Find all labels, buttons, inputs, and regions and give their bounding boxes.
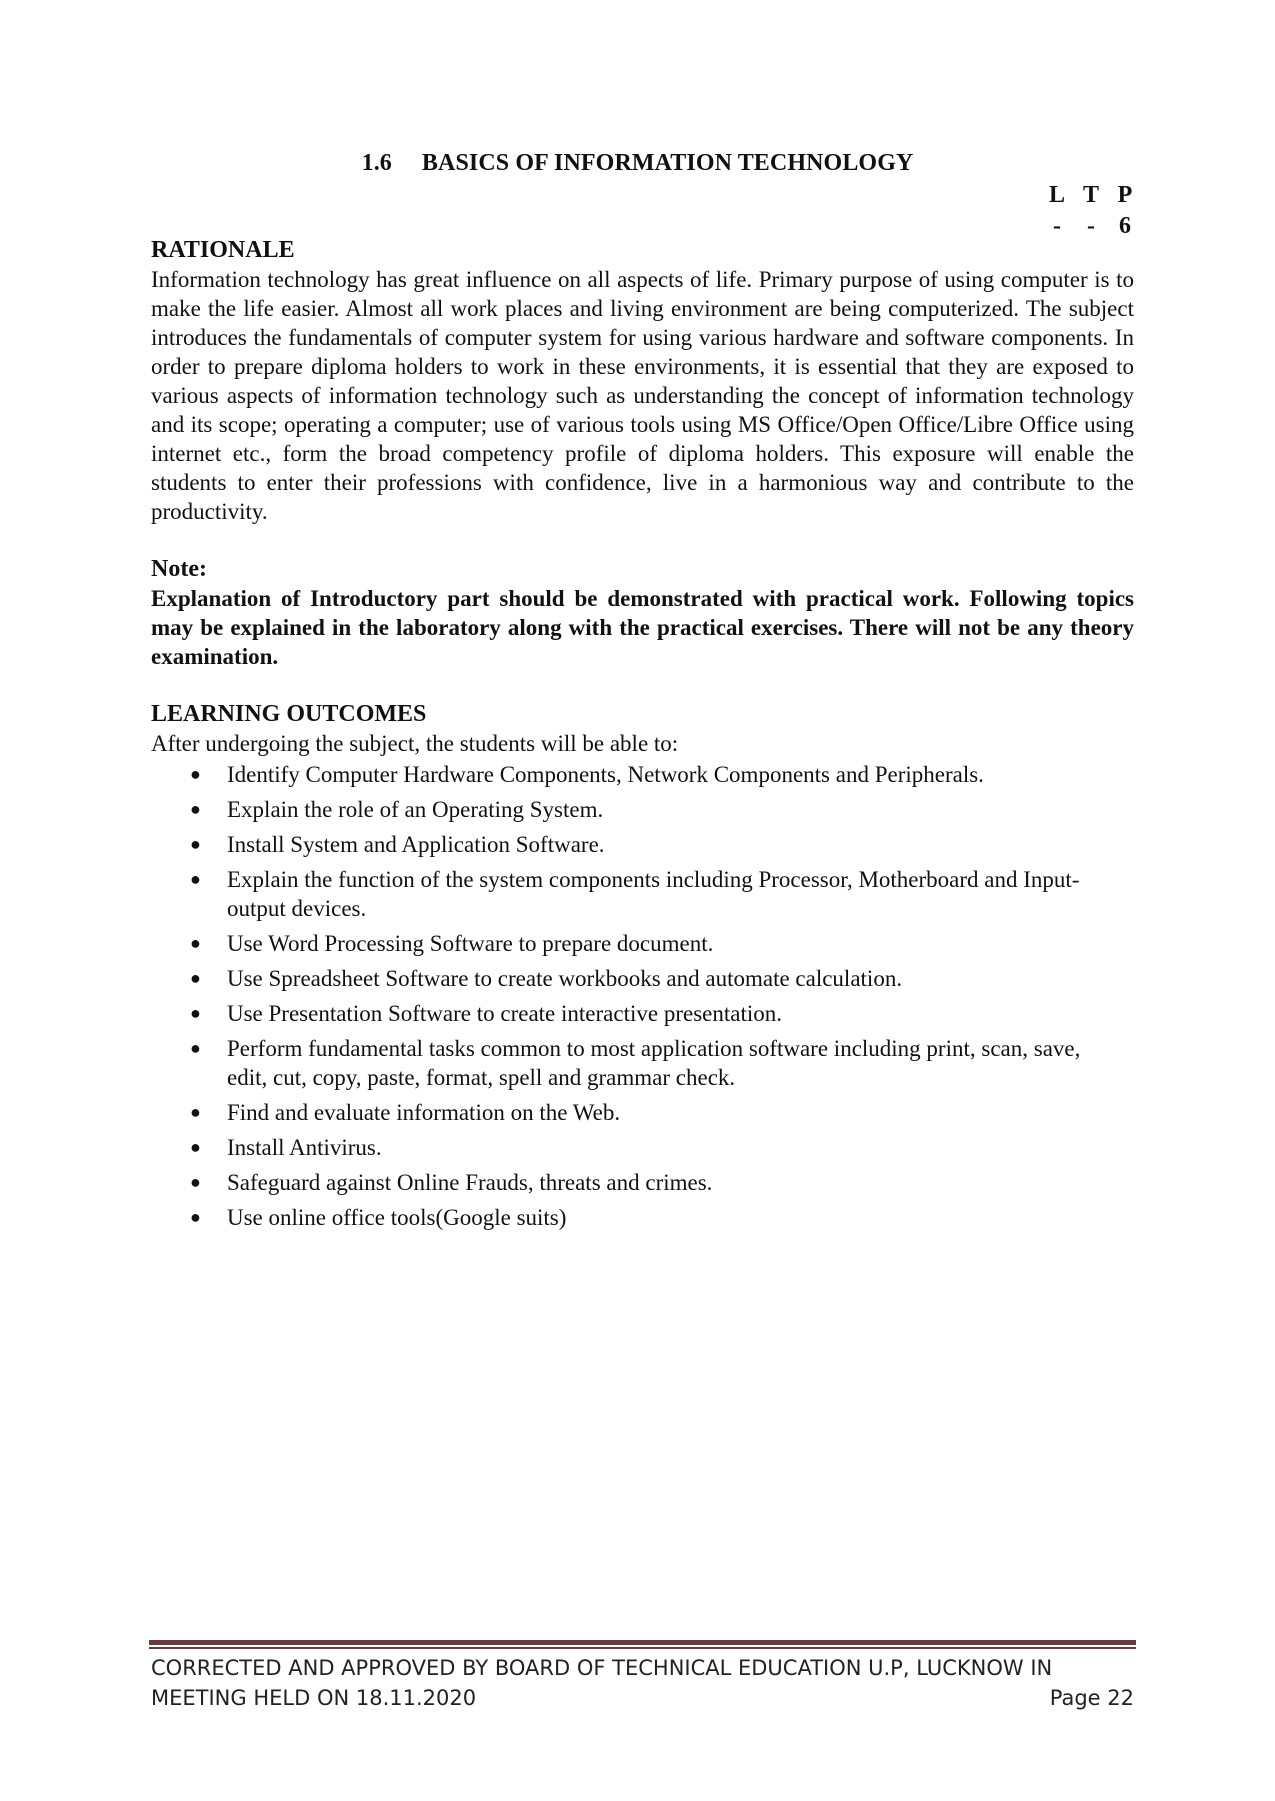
list-item-text: Use Presentation Software to create interactive presentation. [227, 1001, 782, 1026]
ltp-value-p: 6 [1119, 213, 1131, 239]
list-item-text: Identify Computer Hardware Components, Network Components and Peripherals. [227, 762, 984, 787]
bullet-icon: ● [190, 1102, 201, 1122]
list-item [151, 1168, 1134, 1197]
list-item-text: Safeguard against Online Frauds, threats and crimes. [227, 1170, 713, 1195]
ltp-label-t: T [1083, 182, 1100, 208]
list-item-text: Install Antivirus. [227, 1135, 382, 1160]
bullet-icon: ● [190, 1172, 201, 1192]
bullet-icon: ● [190, 1137, 201, 1157]
ltp-value-l: - [1053, 213, 1061, 239]
list-item [151, 964, 1134, 993]
learning-outcomes-intro: After undergoing the subject, the students will be able to: [151, 731, 679, 756]
ltp-value-t: - [1087, 213, 1095, 239]
footer-row-2 [151, 1683, 1134, 1713]
main-content [151, 236, 1134, 1238]
list-item [151, 1034, 1134, 1092]
rationale-title: RATIONALE [151, 237, 295, 263]
list-item [151, 929, 1134, 958]
section-title: BASICS OF INFORMATION TECHNOLOGY [421, 150, 914, 176]
list-item [151, 760, 1134, 789]
ltp-label-l: L [1049, 182, 1066, 208]
list-item-text: Explain the role of an Operating System. [227, 797, 604, 822]
page-number: Page 22 [1049, 1686, 1134, 1710]
list-item [151, 999, 1134, 1028]
list-item [151, 865, 1134, 923]
note-text: Explanation of Introductory part should be demonstrated with practical work. Following topics may be explained in the laboratory along with the practical exercises. There will not be any theory examination. [151, 586, 1134, 669]
footer-divider [149, 1640, 1136, 1649]
bullet-icon: ● [190, 764, 201, 784]
bullet-icon: ● [190, 834, 201, 854]
bullet-icon: ● [190, 1038, 201, 1058]
bullet-icon: ● [190, 933, 201, 953]
footer-line-1: CORRECTED AND APPROVED BY BOARD OF TECHNICAL EDUCATION U.P, LUCKNOW IN [151, 1656, 1053, 1680]
note-title: Note: [151, 556, 207, 582]
section-number: 1.6 [361, 150, 392, 176]
ltp-table [1049, 180, 1133, 242]
bullet-icon: ● [190, 869, 201, 889]
bullet-icon: ● [190, 1207, 201, 1227]
list-item-text: Perform fundamental tasks common to most application software including print, scan, save, edit, cut, copy, paste, format, spell and grammar check. [227, 1036, 1081, 1090]
ltp-label-p: P [1117, 182, 1133, 208]
learning-outcomes-title: LEARNING OUTCOMES [151, 701, 427, 727]
list-item-text: Find and evaluate information on the Web. [227, 1100, 621, 1125]
rationale-text: Information technology has great influence on all aspects of life. Primary purpose of using computer is to make the life easier. Almost all work places and living environment are being computerized. The subject introduces the fundamentals of computer system for using various hardware and software components. In order to prepare diploma holders to work in these environments, it is essential that they are exposed to various aspects of information technology such as understanding the concept of information technology and its scope; operating a computer; use of various tools using MS Office/Open Office/Libre Office using internet etc., form the broad competency profile of diploma holders. This exposure will enable the students to enter their professions with confidence, live in a harmonious way and contribute to the productivity. [151, 267, 1134, 524]
footer-line-2: MEETING HELD ON 18.11.2020 [151, 1686, 477, 1710]
bullet-icon: ● [190, 799, 201, 819]
section-heading [0, 150, 1275, 177]
list-item-text: Explain the function of the system components including Processor, Motherboard and Input-output devices. [227, 867, 1080, 921]
list-item-text: Use Spreadsheet Software to create workbooks and automate calculation. [227, 966, 903, 991]
list-item [151, 1098, 1134, 1127]
bullet-icon: ● [190, 968, 201, 988]
bullet-icon: ● [190, 1003, 201, 1023]
page-footer [151, 1653, 1134, 1713]
list-item-text: Use Word Processing Software to prepare document. [227, 931, 714, 956]
list-item-text: Use online office tools(Google suits) [227, 1205, 567, 1230]
list-item [151, 830, 1134, 859]
list-item [151, 1133, 1134, 1162]
ltp-labels [1049, 180, 1133, 211]
list-item-text: Install System and Application Software. [227, 832, 605, 857]
list-item [151, 795, 1134, 824]
learning-outcomes-list [151, 760, 1134, 1232]
list-item [151, 1203, 1134, 1232]
